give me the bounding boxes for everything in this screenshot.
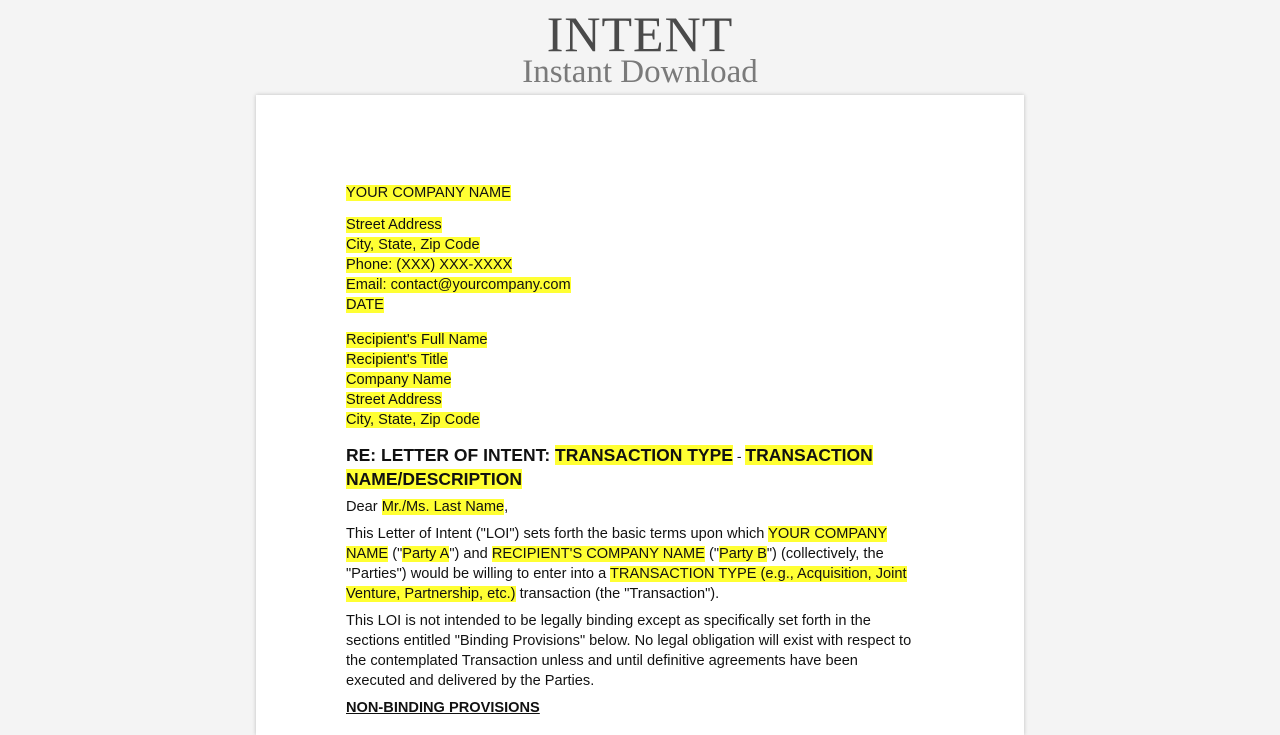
salutation-name: Mr./Ms. Last Name <box>381 499 505 515</box>
p1-text-2: (" <box>388 546 403 562</box>
p1-text-5: ") (collectively, the <box>766 546 884 562</box>
recipient-street: Street Address <box>346 392 442 408</box>
non-binding-provisions-title: NON-BINDING PROVISIONS <box>346 700 540 716</box>
document-page <box>256 95 1024 735</box>
subject-prefix: RE: LETTER OF INTENT: <box>346 445 556 465</box>
p1-transaction-type: TRANSACTION TYPE (e.g., Acquisition, Joint <box>610 566 907 582</box>
letter-body <box>346 183 936 718</box>
sender-company-line <box>346 183 936 203</box>
p2-line-1: This LOI is not intended to be legally binding except as specifically set forth in the <box>346 613 871 629</box>
letter-date: DATE <box>346 297 384 313</box>
p1-text-1: This Letter of Intent ("LOI") sets forth the basic terms upon which <box>346 526 769 542</box>
p1-text-3: ") and <box>449 546 492 562</box>
recipient-city-state-zip: City, State, Zip Code <box>346 412 480 428</box>
subject-transaction-name-2: NAME/DESCRIPTION <box>346 469 522 489</box>
p1-your-company-cont: NAME <box>346 546 389 562</box>
sender-email: Email: contact@yourcompany.com <box>346 277 571 293</box>
sender-street: Street Address <box>346 217 442 233</box>
subject-transaction-name-1: TRANSACTION <box>745 445 873 465</box>
recipient-address-block <box>346 330 936 430</box>
p1-your-company: YOUR COMPANY <box>768 526 888 542</box>
subject-heading <box>346 444 936 491</box>
p1-text-7: transaction (the "Transaction"). <box>515 586 720 602</box>
sender-phone: Phone: (XXX) XXX-XXXX <box>346 257 513 273</box>
p1-text-6: "Parties") would be willing to enter into a <box>346 566 610 582</box>
recipient-title: Recipient's Title <box>346 352 448 368</box>
p1-transaction-type-cont: Venture, Partnership, etc.) <box>346 586 516 602</box>
p2-line-4: executed and delivered by the Parties. <box>346 673 595 689</box>
p1-text-4: (" <box>704 546 720 562</box>
sender-city-state-zip: City, State, Zip Code <box>346 237 480 253</box>
subject-separator: - <box>732 448 746 464</box>
recipient-company: Company Name <box>346 372 452 388</box>
sender-address-block <box>346 215 936 315</box>
recipient-full-name: Recipient's Full Name <box>346 332 488 348</box>
p2-line-3: the contemplated Transaction unless and until definitive agreements have been <box>346 653 858 669</box>
binding-notice-paragraph <box>346 611 936 691</box>
sender-company-name: YOUR COMPANY NAME <box>346 185 511 201</box>
banner-title: INTENT <box>546 6 734 62</box>
subject-transaction-type: TRANSACTION TYPE <box>555 445 733 465</box>
p2-line-2: sections entitled "Binding Provisions" below. No legal obligation will exist with respect to <box>346 633 912 649</box>
p1-party-b: Party B <box>719 546 767 562</box>
salutation-dear: Dear <box>346 499 382 515</box>
p1-party-a: Party A <box>402 546 450 562</box>
intro-paragraph <box>346 524 936 604</box>
salutation-punct: , <box>504 499 509 515</box>
salutation <box>346 497 936 517</box>
banner-subtitle: Instant Download <box>522 54 758 90</box>
p1-recipient-company: RECIPIENT'S COMPANY NAME <box>491 546 705 562</box>
